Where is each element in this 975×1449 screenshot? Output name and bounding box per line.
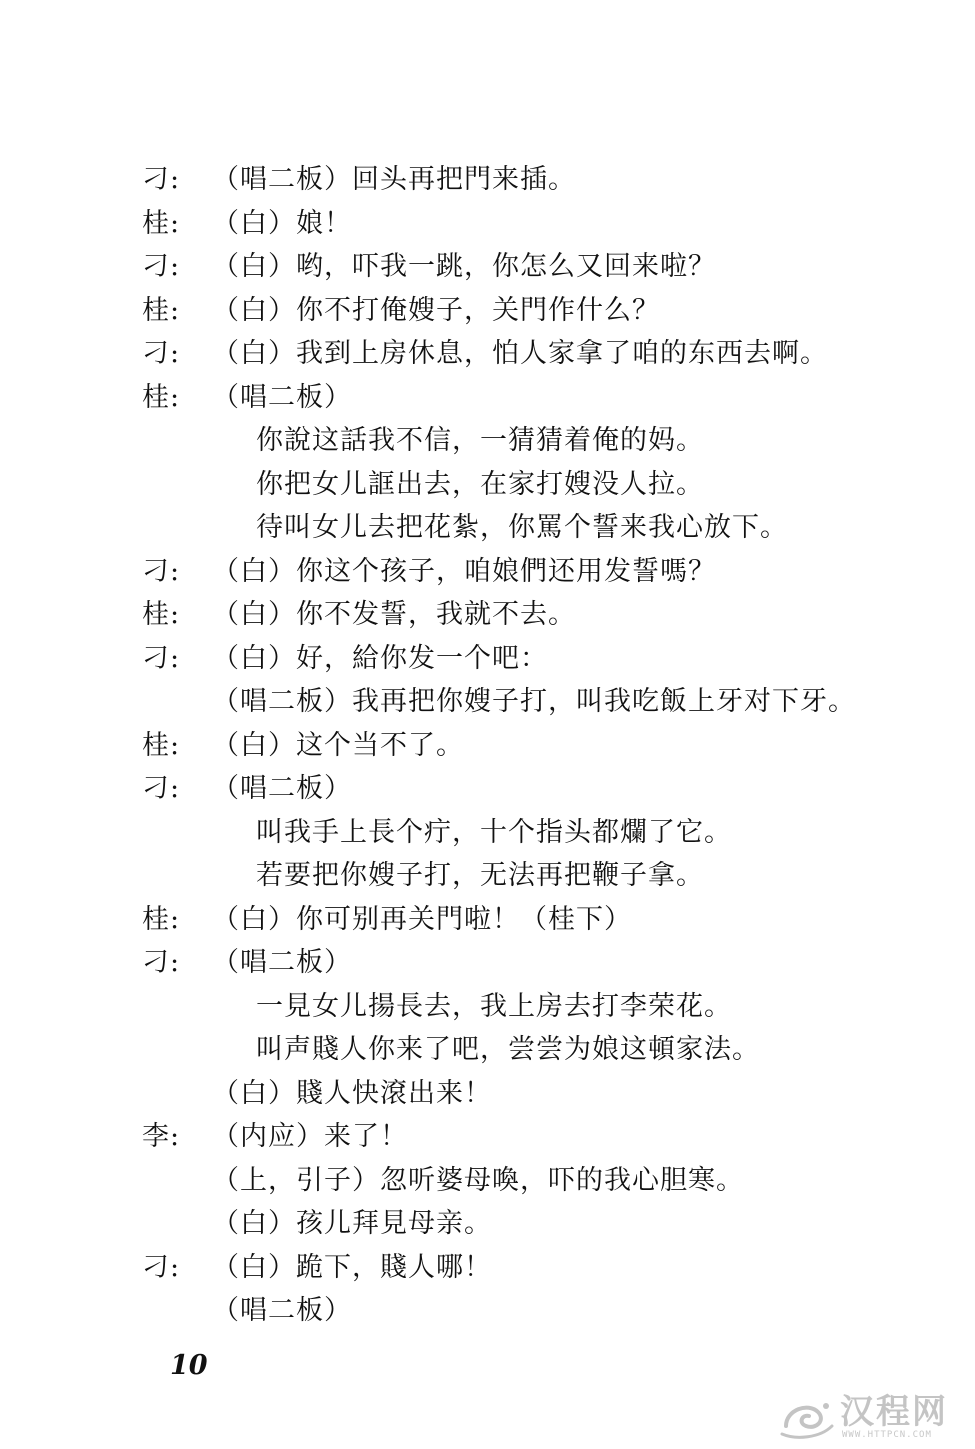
script-line	[0, 637, 975, 681]
script-line	[0, 811, 975, 855]
speaker-label: 桂:	[142, 599, 181, 630]
dialogue-text: （白）好，給你发一个吧：	[212, 642, 548, 674]
script-line	[0, 245, 975, 289]
dialogue-text: （唱二板）回头再把門来插。	[212, 164, 576, 195]
script-line	[0, 724, 975, 768]
script-line	[0, 158, 975, 202]
dialogue-text: （唱二板）	[212, 947, 352, 978]
dialogue-text: （唱二板）	[212, 1295, 352, 1326]
script-line	[0, 898, 975, 942]
dialogue-text: （白）賤人快滾出来！	[212, 1077, 492, 1109]
dialogue-text: （白）你不打俺嫂子，关門作什么？	[212, 294, 660, 326]
script-line	[0, 680, 975, 724]
speaker-label: 桂:	[142, 903, 181, 935]
speaker-label: 刁:	[142, 642, 181, 674]
speaker-label: 刁:	[142, 251, 181, 282]
dialogue-text: （白）这个当不了。	[212, 729, 464, 761]
dialogue-text: （唱二板）	[212, 381, 352, 413]
speaker-label: 桂:	[142, 381, 181, 413]
dialogue-text: （白）我到上房休息，怕人家拿了咱的东西去啊。	[212, 338, 828, 369]
script-line	[0, 332, 975, 376]
dialogue-text: （唱二板）	[212, 773, 352, 804]
script-line	[0, 1202, 975, 1246]
dialogue-text: 你說这話我不信，一猜猜着俺的妈。	[256, 425, 704, 456]
script-line	[0, 506, 975, 550]
script-line	[0, 985, 975, 1029]
script-line	[0, 1115, 975, 1159]
dialogue-text: 若要把你嫂子打，无法再把鞭子拿。	[256, 860, 704, 891]
dialogue-text: （白）你不发誓，我就不去。	[212, 599, 576, 630]
dialogue-text: 一見女儿揚長去，我上房去打李荣花。	[256, 990, 732, 1022]
script-line	[0, 1072, 975, 1116]
script-line	[0, 419, 975, 463]
script-line	[0, 1246, 975, 1290]
dialogue-text: （上，引子）忽听婆母喚，吓的我心胆寒。	[212, 1164, 744, 1196]
speaker-label: 刁:	[142, 773, 181, 804]
dialogue-text: 待叫女儿去把花紮，你罵个誓来我心放下。	[256, 512, 788, 543]
swirl-logo-icon	[778, 1396, 836, 1440]
script-line	[0, 550, 975, 594]
watermark-text: 汉程网	[840, 1392, 948, 1432]
dialogue-text: （白）孩儿拜見母亲。	[212, 1208, 492, 1239]
dialogue-text: （唱二板）我再把你嫂子打，叫我吃飯上牙对下牙。	[212, 686, 856, 717]
dialogue-text: （内应）来了！	[212, 1121, 408, 1152]
dialogue-text: （白）你可别再关門啦！（桂下）	[212, 903, 632, 935]
watermark-url: WWW.HTTPCN.COM	[842, 1430, 932, 1440]
script-line	[0, 376, 975, 420]
script-line	[0, 202, 975, 246]
speaker-label: 刁:	[142, 1251, 181, 1283]
dialogue-text: （白）跪下，賤人哪！	[212, 1251, 492, 1283]
script-text-block	[0, 158, 975, 1333]
dialogue-text: 你把女儿誆出去，在家打嫂没人拉。	[256, 468, 704, 500]
speaker-label: 刁:	[142, 555, 181, 587]
dialogue-text: （白）娘！	[212, 207, 352, 239]
script-line	[0, 854, 975, 898]
script-line	[0, 593, 975, 637]
speaker-label: 桂:	[142, 294, 181, 326]
speaker-label: 刁:	[142, 338, 181, 369]
script-line	[0, 941, 975, 985]
script-line	[0, 1159, 975, 1203]
speaker-label: 李:	[142, 1121, 181, 1152]
script-line	[0, 1289, 975, 1333]
script-line	[0, 289, 975, 333]
speaker-label: 刁:	[142, 947, 181, 978]
page-number: 10	[170, 1350, 208, 1381]
script-line	[0, 1028, 975, 1072]
watermark	[778, 1392, 968, 1444]
script-line	[0, 463, 975, 507]
script-line	[0, 767, 975, 811]
dialogue-text: 叫声賤人你来了吧，尝尝为娘这頓家法。	[256, 1034, 760, 1065]
speaker-label: 桂:	[142, 729, 181, 761]
dialogue-text: （白）哟，吓我一跳，你怎么又回来啦？	[212, 251, 716, 282]
dialogue-text: （白）你这个孩子，咱娘們还用发誓嗎？	[212, 555, 716, 587]
speaker-label: 桂:	[142, 207, 181, 239]
dialogue-text: 叫我手上長个疔，十个指头都爛了它。	[256, 816, 732, 848]
speaker-label: 刁:	[142, 164, 181, 195]
